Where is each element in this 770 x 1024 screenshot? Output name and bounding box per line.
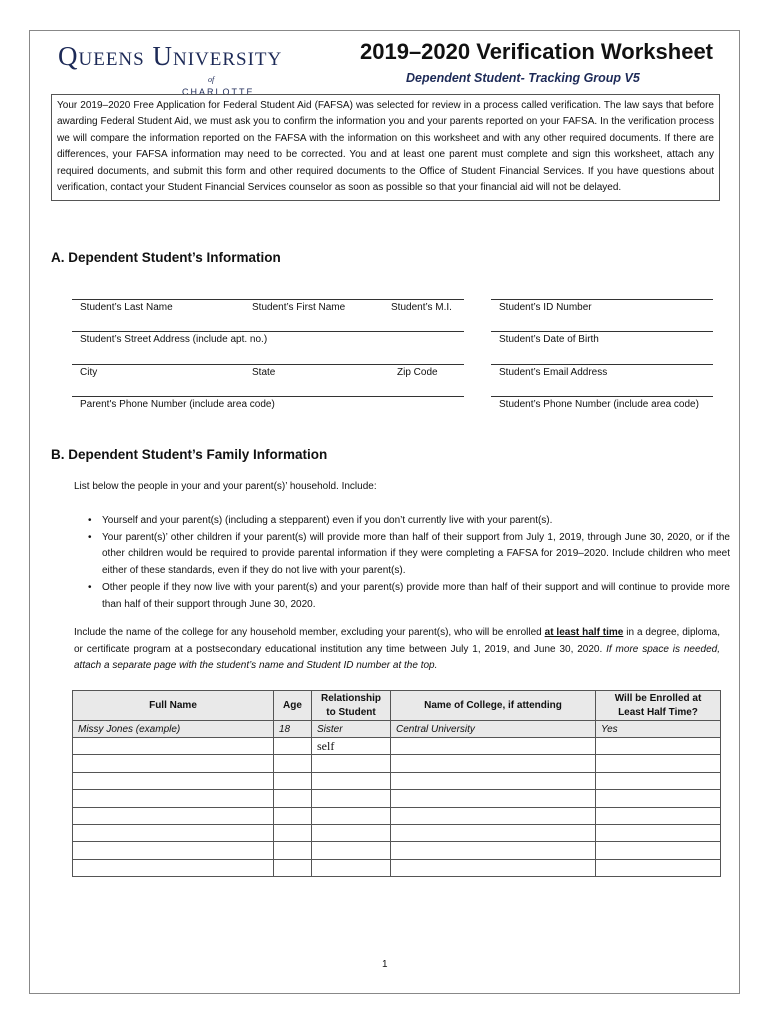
intro-box: Your 2019–2020 Free Application for Federal Student Aid (FAFSA) was selected for review in a process called verification. The law says that before awarding Federal Student Aid, we must ask you to confirm the information you and your parents reported on your FAFSA. In the verification process we will compare the information reported on the FAFSA with the information on this worksheet and with any other required documents. If there are differences, your FAFSA information may need to be corrected. You and at least one parent must complete and sign this worksheet, attach any required documents, and submit this form and other required documents to the Office of Student Financial Services. If you have questions about verification, contact your Student Financial Services counselor as soon as possible so that your financial aid will not be delayed. [51, 94, 720, 201]
university-logo [58, 41, 328, 97]
bullet-item: • Your parent(s)’ other children if your parent(s) will provide more than half of their support from July 1, 2019, through June 30, 2020, or if the other children would be required to provide parental information if they were completing a FAFSA for 2019–2020. Include children who meet either of these standards, even if they do not live with your parent(s). [88, 530, 730, 580]
section-a-heading: A. Dependent Student’s Information [51, 250, 281, 265]
logo-of: of [208, 75, 215, 84]
example-name: Missy Jones (example) [73, 721, 274, 738]
label-parent-phone[interactable]: Parent's Phone Number (include area code) [80, 399, 275, 410]
cell-age[interactable] [274, 755, 312, 772]
cell-name[interactable] [73, 772, 274, 789]
rule-row3-left [72, 364, 464, 365]
cell-relationship[interactable] [312, 772, 391, 789]
label-street[interactable]: Student’s Street Address (include apt. no.) [80, 334, 268, 345]
section-b-heading: B. Dependent Student’s Family Information [51, 447, 328, 462]
label-city[interactable]: City [80, 367, 98, 378]
cell-age[interactable] [274, 859, 312, 876]
cell-college[interactable] [391, 738, 596, 755]
cell-college[interactable] [391, 790, 596, 807]
cell-age[interactable] [274, 807, 312, 824]
col-full-name: Full Name [73, 691, 274, 721]
cell-age[interactable] [274, 824, 312, 841]
label-last-name[interactable]: Student’s Last Name [80, 302, 173, 313]
college-note-text-2: in a degree, diploma, or certificate program at a postsecondary educational institution any time between July 1, 2019, and June 30, 2020. [74, 627, 721, 655]
cell-name[interactable] [73, 859, 274, 876]
cell-name[interactable] [73, 790, 274, 807]
label-dob[interactable]: Student’s Date of Birth [499, 334, 599, 345]
cell-name[interactable] [73, 824, 274, 841]
cell-name[interactable] [73, 755, 274, 772]
cell-relationship[interactable] [312, 842, 391, 859]
page-title: 2019–2020 Verification Worksheet [360, 39, 714, 64]
label-first-name[interactable]: Student’s First Name [252, 302, 346, 313]
cell-half-time[interactable] [596, 772, 721, 789]
cell-half-time[interactable] [596, 790, 721, 807]
col-age: Age [274, 691, 312, 721]
example-half-time: Yes [596, 721, 721, 738]
cell-college[interactable] [391, 859, 596, 876]
cell-name[interactable] [73, 807, 274, 824]
cell-half-time[interactable] [596, 807, 721, 824]
label-state[interactable]: State [252, 367, 276, 378]
rule-row4-left [72, 396, 464, 397]
cell-half-time[interactable] [596, 842, 721, 859]
cell-age[interactable] [274, 738, 312, 755]
bullet-item: • Other people if they now live with your parent(s) and your parent(s) provide more than half of their support and will continue to provide more than half of their support through June 30, 2020. [88, 580, 730, 613]
cell-half-time[interactable] [596, 824, 721, 841]
cell-half-time[interactable] [596, 859, 721, 876]
household-bullets [88, 513, 730, 613]
table-row [73, 859, 721, 876]
col-half-time: Will be Enrolled at Least Half Time? [596, 691, 721, 721]
table-row [73, 755, 721, 772]
rule-row2-right [491, 331, 713, 332]
table-row [73, 790, 721, 807]
table-row [73, 772, 721, 789]
cell-college[interactable] [391, 824, 596, 841]
household-table [72, 690, 721, 877]
cell-relationship[interactable]: self [312, 738, 391, 755]
label-student-phone[interactable]: Student’s Phone Number (include area code) [499, 399, 699, 410]
col-relationship: Relationship to Student [312, 691, 391, 721]
cell-half-time[interactable] [596, 738, 721, 755]
table-row [73, 738, 721, 755]
logo-wordmark: Queens University [58, 41, 283, 71]
cell-relationship[interactable] [312, 755, 391, 772]
cell-college[interactable] [391, 807, 596, 824]
cell-relationship[interactable] [312, 807, 391, 824]
cell-name[interactable] [73, 738, 274, 755]
cell-relationship[interactable] [312, 790, 391, 807]
label-mi[interactable]: Student’s M.I. [391, 302, 452, 313]
col-college: Name of College, if attending [391, 691, 596, 721]
label-id-number[interactable]: Student’s ID Number [499, 302, 592, 313]
cell-college[interactable] [391, 755, 596, 772]
table-row [73, 807, 721, 824]
college-note-italic: If more space is needed, attach a separate page with the student’s name and Student ID number at the top. [74, 643, 720, 672]
page-subtitle: Dependent Student- Tracking Group V5 [406, 71, 640, 85]
rule-row1-left [72, 299, 464, 300]
page-number: 1 [382, 959, 388, 970]
logo-city: CHARLOTTE [182, 87, 255, 97]
example-age: 18 [274, 721, 312, 738]
example-relationship: Sister [312, 721, 391, 738]
rule-row2-left [72, 331, 464, 332]
cell-age[interactable] [274, 772, 312, 789]
cell-college[interactable] [391, 842, 596, 859]
rule-row1-right [491, 299, 713, 300]
example-row [73, 721, 721, 738]
rule-row3-right [491, 364, 713, 365]
table-row [73, 824, 721, 841]
cell-age[interactable] [274, 790, 312, 807]
example-college: Central University [391, 721, 596, 738]
cell-relationship[interactable] [312, 859, 391, 876]
label-email[interactable]: Student’s Email Address [499, 367, 608, 378]
college-note-text: Include the name of the college for any household member, excluding your parent(s), who will be enrolled [74, 627, 545, 638]
cell-age[interactable] [274, 842, 312, 859]
college-note-emphasis: at least half time [544, 627, 624, 638]
rule-row4-right [491, 396, 713, 397]
label-zip[interactable]: Zip Code [397, 367, 438, 378]
bullet-item: • Yourself and your parent(s) (including a stepparent) even if you don’t currently live with your parent(s). [88, 513, 730, 530]
cell-college[interactable] [391, 772, 596, 789]
college-note [74, 625, 720, 675]
cell-name[interactable] [73, 842, 274, 859]
worksheet-page [29, 30, 740, 994]
household-lead: List below the people in your and your parent(s)’ household. Include: [74, 481, 377, 492]
cell-half-time[interactable] [596, 755, 721, 772]
table-row [73, 842, 721, 859]
cell-relationship[interactable] [312, 824, 391, 841]
